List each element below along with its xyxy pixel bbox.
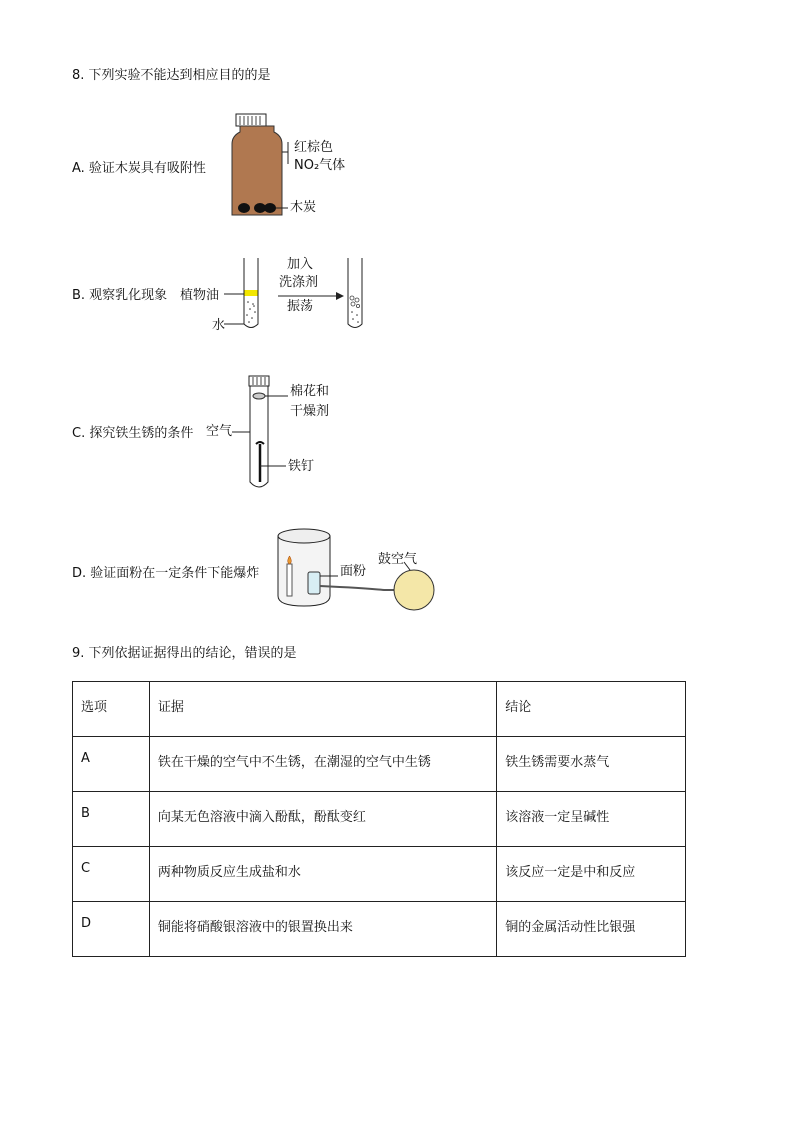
charcoal-piece [238,203,250,213]
label-flour: 面粉 [340,564,367,579]
header-option: 选项 [73,682,150,737]
charcoal-piece [264,203,276,213]
glass-can [278,536,330,606]
label-cotton: 棉花和 [290,384,330,399]
label-iron-nail: 铁钉 [288,459,315,474]
air-tube [320,586,402,590]
can-lid [278,529,330,543]
cell-evidence: 铁在干燥的空气中不生锈，在潮湿的空气中生锈 [149,737,496,792]
cell-option: A [73,737,150,792]
table-row [73,737,686,792]
label-air: 空气 [206,424,233,439]
cell-evidence: 铜能将硝酸银溶液中的银置换出来 [149,902,496,957]
cell-option: B [73,792,150,847]
evidence-conclusion-table [72,681,686,957]
label-red-brown: 红棕色 [294,140,334,155]
cotton-desiccant [253,393,265,399]
table-row [73,792,686,847]
air-balloon [394,570,434,610]
test-tube-right [348,258,362,328]
table-header-row [73,682,686,737]
label-add: 加入 [287,257,314,272]
label-no2-gas: NO₂气体 [294,158,346,173]
table-row [73,847,686,902]
label-charcoal: 木炭 [290,200,317,215]
q8-option-b: B. 观察乳化现象 [72,288,168,303]
label-shake: 振荡 [287,299,314,314]
q8-option-d: D. 验证面粉在一定条件下能爆炸 [72,566,260,581]
cell-conclusion: 该反应一定是中和反应 [497,847,686,902]
label-vegetable-oil: 植物油 [180,288,220,303]
header-conclusion: 结论 [497,682,686,737]
cell-conclusion: 该溶液一定呈碱性 [497,792,686,847]
table-row [73,902,686,957]
oil-layer [245,290,258,296]
label-detergent: 洗涤剂 [279,275,319,290]
cell-conclusion: 铁生锈需要水蒸气 [497,737,686,792]
cell-conclusion: 铜的金属活动性比银强 [497,902,686,957]
cell-option: D [73,902,150,957]
label-blow-air: 鼓空气 [378,552,418,567]
cell-evidence: 向某无色溶液中滴入酚酞，酚酞变红 [149,792,496,847]
stopper [249,376,269,386]
candle [287,564,292,596]
label-desiccant: 干燥剂 [290,404,330,419]
cell-option: C [73,847,150,902]
q8-option-c: C. 探究铁生锈的条件 [72,426,194,441]
cell-evidence: 两种物质反应生成盐和水 [149,847,496,902]
flour-container [308,572,320,594]
q8-stem: 8. 下列实验不能达到相应目的的是 [72,68,271,83]
brown-bottle [232,126,282,215]
q9-stem: 9. 下列依据证据得出的结论，错误的是 [72,646,297,661]
header-evidence: 证据 [149,682,496,737]
q8-option-a: A. 验证木炭具有吸附性 [72,161,206,176]
label-water: 水 [212,318,226,333]
